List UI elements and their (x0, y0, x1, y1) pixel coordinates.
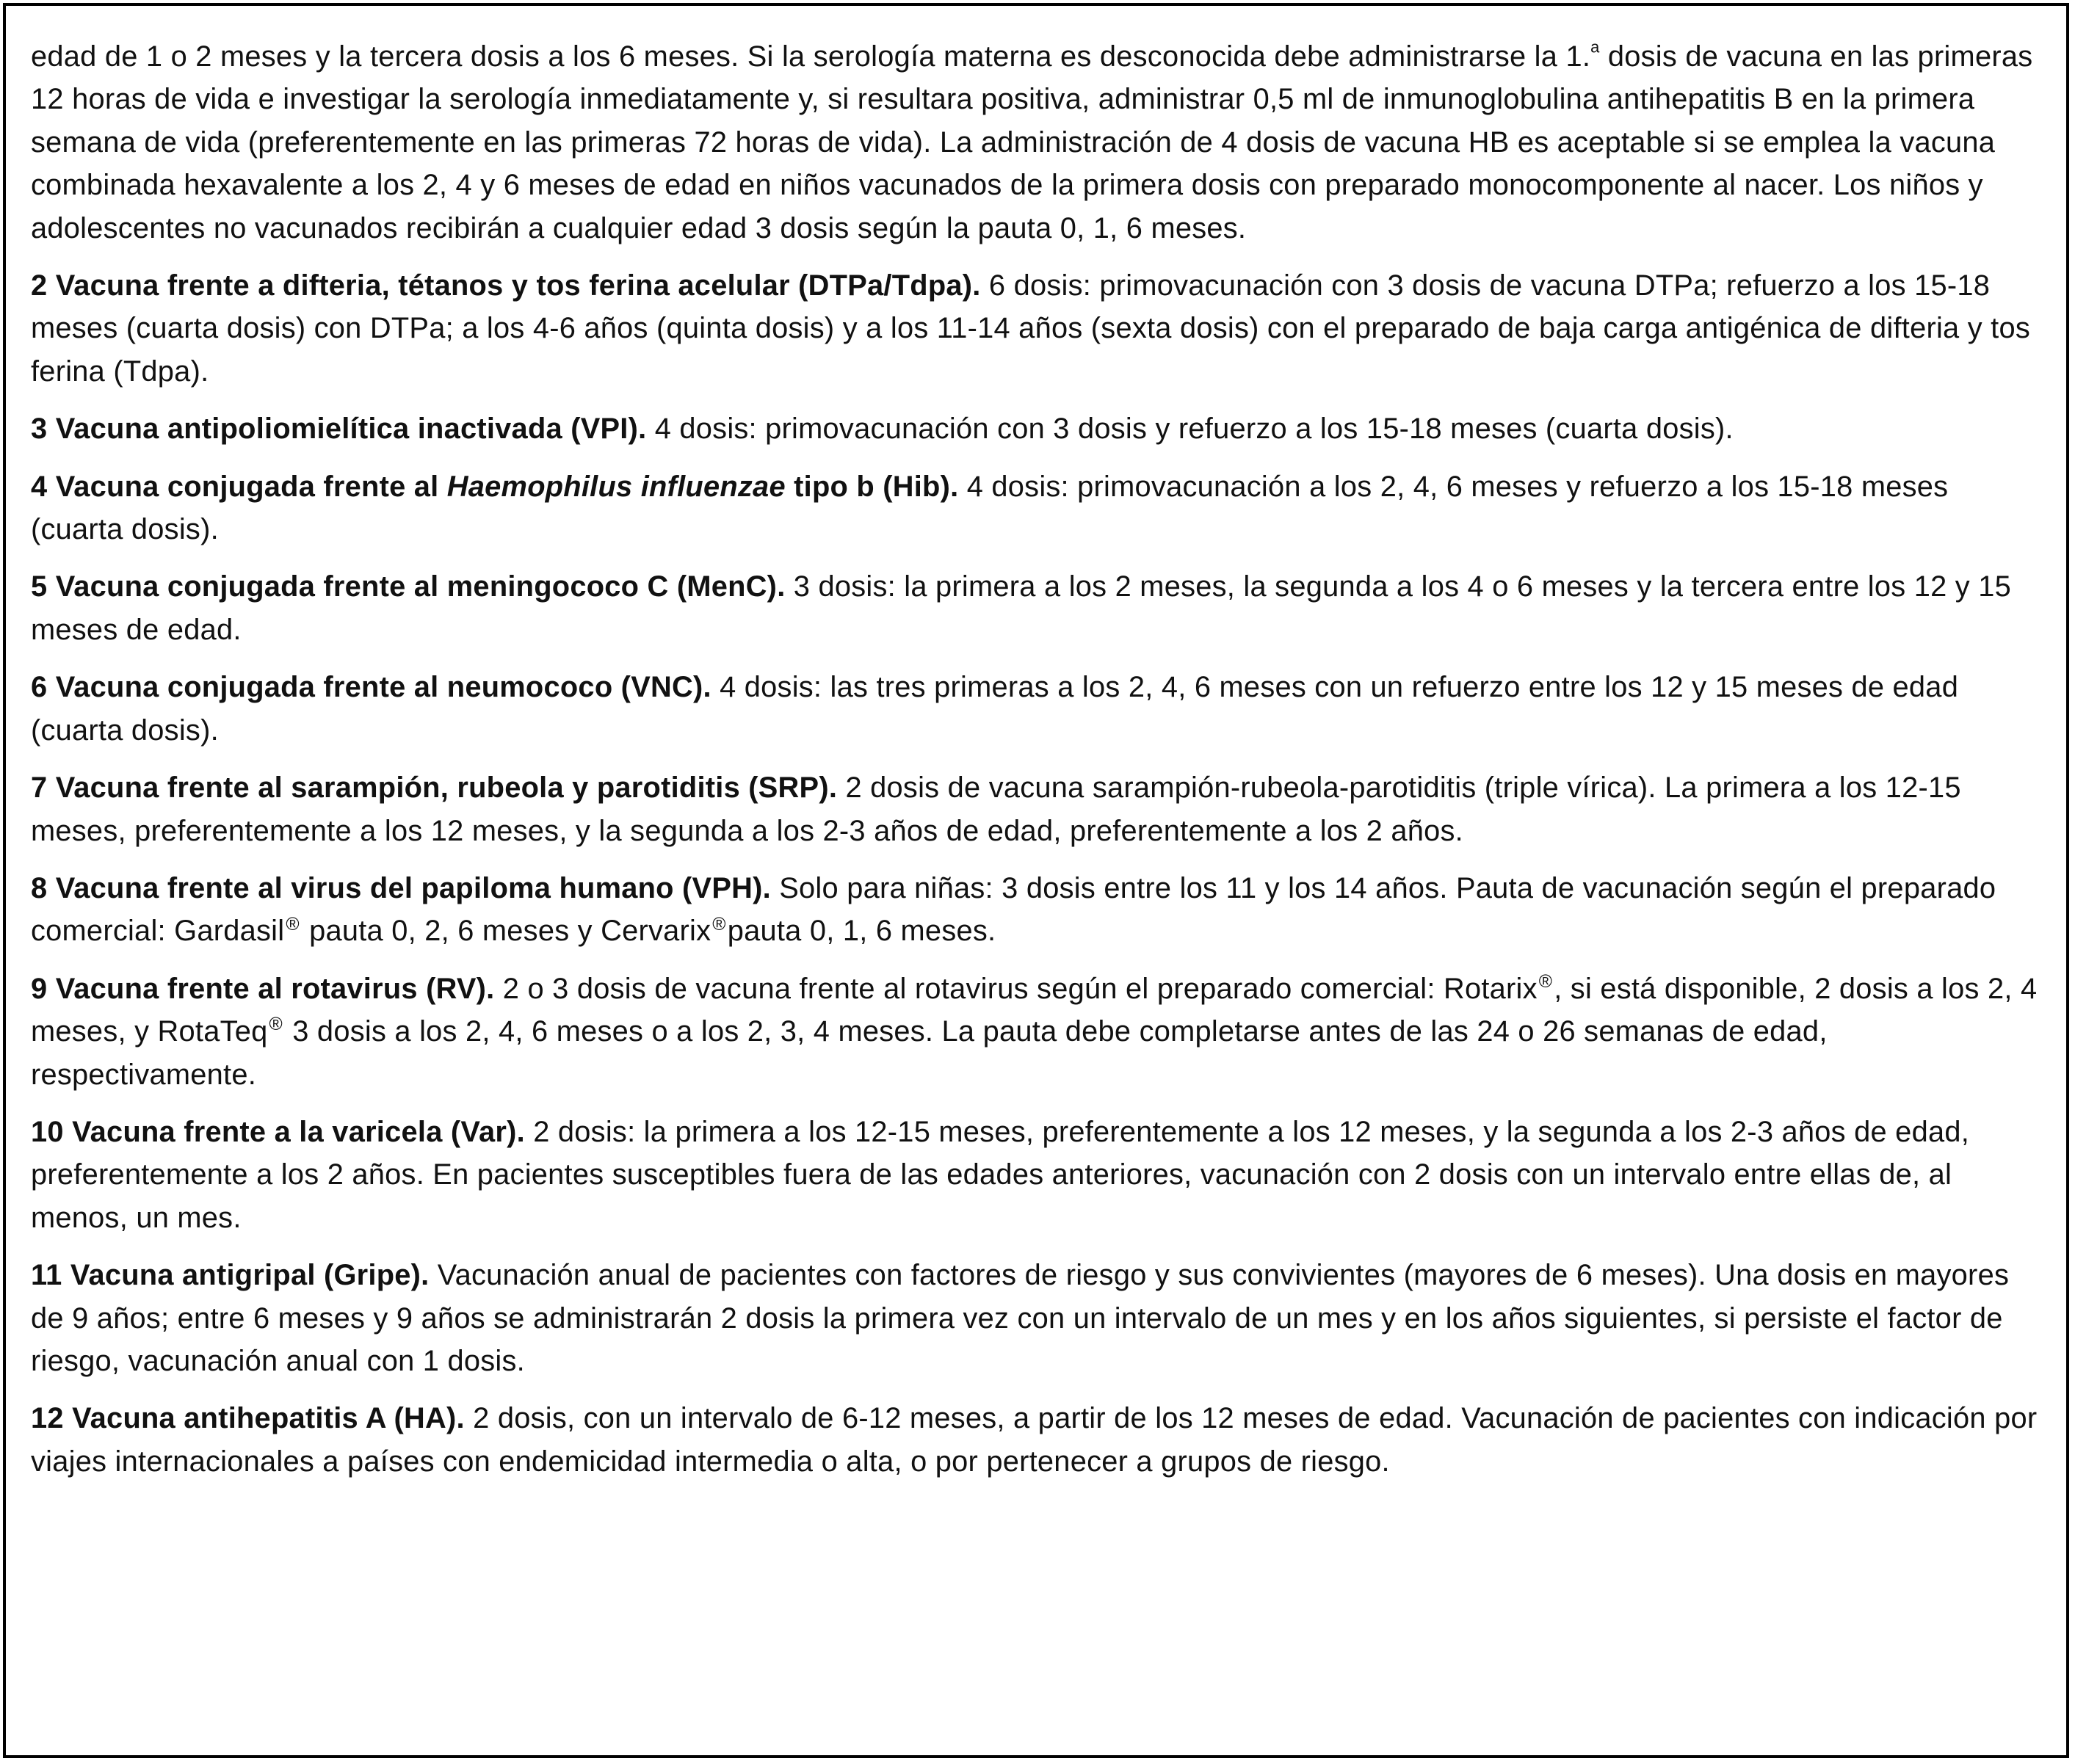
paragraph-title-italic: Haemophilus influenzae (446, 470, 786, 503)
paragraph-title: 2 Vacuna frente a difteria, tétanos y tos ferina acelular (DTPa/Tdpa). (31, 269, 981, 302)
paragraph-title: 10 Vacuna frente a la varicela (Var). (31, 1115, 525, 1148)
ordinal-superscript: a (1590, 37, 1600, 57)
paragraph-text: pauta 0, 2, 6 meses y Cervarix (300, 915, 711, 948)
paragraph-title: 12 Vacuna antihepatitis A (HA). (31, 1402, 465, 1435)
registered-mark-icon: ® (712, 914, 726, 934)
paragraph-rv (31, 968, 2046, 1096)
paragraph-hepatitis-b-continued (31, 35, 2046, 250)
registered-mark-icon: ® (1538, 971, 1553, 992)
paragraph-menc (31, 565, 2046, 651)
paragraph-dtpa (31, 264, 2046, 393)
paragraph-text: 4 dosis: las tres primeras a los 2, 4, 6 meses con un refuerzo entre los 12 y 15 meses de edad (cuarta dosis). (31, 671, 1959, 747)
paragraph-title: 7 Vacuna frente al sarampión, rubeola y parotiditis (SRP). (31, 772, 838, 805)
paragraph-text: pauta 0, 1, 6 meses. (727, 915, 996, 948)
paragraph-text: 2 o 3 dosis de vacuna frente al rotavirus según el preparado comercial: Rotarix (494, 972, 1538, 1005)
paragraph-text: 2 dosis de vacuna sarampión-rubeola-parotiditis (triple vírica). La primera a los 12-15 meses, preferentemente a los 12 meses, y la segunda a los 2-3 años de edad, preferentemente a los 2 años. (31, 772, 1961, 847)
registered-mark-icon: ® (269, 1015, 283, 1035)
paragraph-text: Vacunación anual de pacientes con factores de riesgo y sus convivientes (mayores de 6 meses). Una dosis en mayores de 9 años; entre 6 meses y 9 años se administrarán 2 dosis la primera vez con un intervalo de un mes y en los años siguientes, si persiste el factor de riesgo, vacunación anual con 1 dosis. (31, 1259, 2010, 1377)
paragraph-title: 5 Vacuna conjugada frente al meningococo C (MenC). (31, 570, 786, 603)
paragraph-title (31, 471, 958, 503)
paragraph-vpi (31, 407, 2046, 450)
paragraph-text: , si está disponible, 2 dosis a los 2, 4 meses, y RotaTeq (31, 972, 2038, 1048)
paragraph-text: 2 dosis: la primera a los 12-15 meses, preferentemente a los 12 meses, y la segunda a los 2-3 años de edad, preferentemente a los 2 años. En pacientes susceptibles fuera de las edades anteriores, vacunación con 2 dosis con un intervalo entre ellas de, al menos, un mes. (31, 1115, 1970, 1234)
paragraph-gripe (31, 1254, 2046, 1382)
paragraph-text: 3 dosis a los 2, 4, 6 meses o a los 2, 3, 4 meses. La pauta debe completarse antes de las 24 o 26 semanas de edad, respectivamente. (31, 1015, 1828, 1091)
paragraph-text: 4 dosis: primovacunación con 3 dosis y refuerzo a los 15-18 meses (cuarta dosis). (646, 413, 1734, 446)
paragraph-text: edad de 1 o 2 meses y la tercera dosis a los 6 meses. Si la serología materna es desconocida debe administrarse la 1. (31, 40, 1591, 73)
paragraph-vnc (31, 666, 2046, 752)
paragraph-var (31, 1111, 2046, 1239)
paragraph-text: Solo para niñas: 3 dosis entre los 11 y los 14 años. Pauta de vacunación según el preparado comercial: Gardasil (31, 871, 1996, 948)
paragraph-title: 11 Vacuna antigripal (Gripe). (31, 1259, 430, 1292)
paragraph-text: 4 dosis: primovacunación a los 2, 4, 6 meses y refuerzo a los 15-18 meses (cuarta dosis). (31, 470, 1949, 546)
paragraph-title-part: tipo b (Hib). (785, 470, 959, 503)
paragraph-title: 8 Vacuna frente al virus del papiloma humano (VPH). (31, 871, 771, 904)
document-body (31, 35, 2046, 1498)
paragraph-title: 6 Vacuna conjugada frente al neumococo (VNC). (31, 671, 711, 704)
paragraph-title-part: 4 Vacuna conjugada frente al (31, 470, 447, 503)
paragraph-title: 3 Vacuna antipoliomielítica inactivada (VPI). (31, 413, 647, 446)
paragraph-srp (31, 766, 2046, 852)
registered-mark-icon: ® (286, 914, 300, 934)
paragraph-hib (31, 465, 2046, 551)
paragraph-text: 3 dosis: la primera a los 2 meses, la segunda a los 4 o 6 meses y la tercera entre los 12 y 15 meses de edad. (31, 570, 2012, 646)
paragraph-text: 6 dosis: primovacunación con 3 dosis de vacuna DTPa; refuerzo a los 15-18 meses (cuarta dosis) con DTPa; a los 4-6 años (quinta dosis) y a los 11-14 años (sexta dosis) con el preparado de baja carga antigénica de difteria y tos ferina (Tdpa). (31, 269, 2031, 388)
paragraph-title: 9 Vacuna frente al rotavirus (RV). (31, 972, 495, 1005)
paragraph-text: dosis de vacuna en las primeras 12 horas de vida e investigar la serología inmediatamente y, si resultara positiva, administrar 0,5 ml de inmunoglobulina antihepatitis B en la primera semana de vida (preferentemente en las primeras 72 horas de vida). La administración de 4 dosis de vacuna HB es aceptable si se emplea la vacuna combinada hexavalente a los 2, 4 y 6 meses de edad en niños vacunados de la primera dosis con preparado monocomponente al nacer. Los niños y adolescentes no vacunados recibirán a cualquier edad 3 dosis según la pauta 0, 1, 6 meses. (31, 40, 2033, 244)
paragraph-text: 2 dosis, con un intervalo de 6-12 meses, a partir de los 12 meses de edad. Vacunación de pacientes con indicación por viajes internacionales a países con endemicidad intermedia o alta, o por pertenecer a grupos de riesgo. (31, 1402, 2038, 1478)
paragraph-ha (31, 1397, 2046, 1483)
paragraph-vph (31, 867, 2046, 953)
